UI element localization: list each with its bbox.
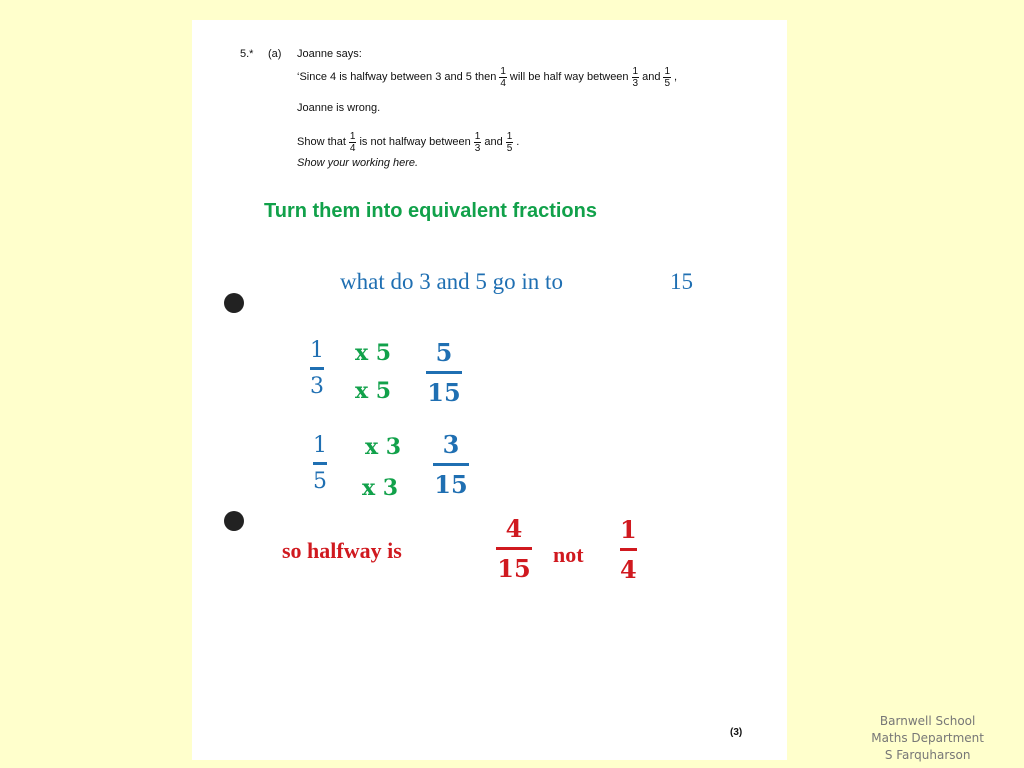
multiplier-top: x 5 (355, 340, 392, 366)
common-denominator: 15 (670, 269, 693, 294)
fraction-four-fifteenths (496, 514, 532, 583)
fraction-five-fifteenths (426, 338, 462, 407)
numerator: 5 (435, 338, 453, 367)
bullet-point (224, 293, 244, 313)
task-text-end: . (516, 136, 520, 148)
task-text-and: and (484, 136, 503, 148)
numerator: 1 (620, 515, 637, 544)
task-text-a: Show that (297, 136, 346, 148)
bullet-point (224, 511, 244, 531)
quote-text-a: ‘Since 4 is halfway between 3 and 5 then (297, 71, 497, 83)
task-text-b: is not halfway between (359, 136, 471, 148)
denominator: 15 (434, 470, 468, 499)
question-quote (297, 62, 677, 92)
worksheet-page (192, 20, 787, 760)
conclusion-text: so halfway is (282, 538, 402, 563)
footer-author: S Farquharson (884, 748, 971, 762)
multiplier-bottom: x 3 (362, 475, 399, 501)
fraction-one-quarter: 1 4 (349, 130, 356, 154)
footer-credit (871, 713, 984, 764)
quote-text-b: will be half way between (509, 71, 629, 83)
numerator: 4 (505, 514, 523, 543)
fraction-one-third: 1 3 (632, 65, 639, 89)
fraction-bar (310, 367, 324, 370)
not-text: not (553, 542, 584, 567)
denominator: 15 (427, 378, 461, 407)
quote-text-end: , (674, 71, 678, 83)
denominator: 4 (620, 555, 637, 584)
quote-text-and: and (642, 71, 661, 83)
fraction-one-quarter: 1 4 (500, 65, 506, 89)
fraction-one-fifth: 1 5 (506, 130, 513, 154)
denominator: 15 (497, 554, 531, 583)
question-part: (a) (268, 48, 282, 60)
denominator: 3 (310, 374, 324, 399)
fraction-bar (620, 548, 637, 551)
fraction-one-quarter-answer (620, 515, 637, 584)
working-instruction: Show your working here. (297, 157, 419, 169)
fraction-bar (496, 547, 532, 550)
fraction-bar (433, 463, 469, 466)
question-task (297, 127, 519, 157)
marks-label: (3) (730, 727, 743, 738)
fraction-one-third: 1 3 (474, 130, 481, 154)
prompt-common-multiple: what do 3 and 5 go in to (340, 269, 563, 294)
question-intro: Joanne says: (297, 48, 362, 60)
fraction-bar (426, 371, 462, 374)
numerator: 3 (442, 430, 460, 459)
statement-wrong: Joanne is wrong. (297, 102, 381, 114)
footer-school: Barnwell School (879, 714, 976, 728)
multiplier-top: x 3 (365, 434, 402, 460)
heading-equivalent-fractions: Turn them into equivalent fractions (264, 200, 597, 222)
numerator: 1 (310, 338, 324, 363)
fraction-three-fifteenths (433, 430, 469, 499)
question-number: 5.* (240, 48, 254, 60)
fraction-one-fifth-working (313, 433, 327, 494)
multiplier-bottom: x 5 (355, 378, 392, 404)
denominator: 5 (313, 469, 327, 494)
fraction-bar (313, 462, 327, 465)
footer-department: Maths Department (871, 731, 984, 745)
numerator: 1 (313, 433, 327, 458)
fraction-one-third-working (310, 338, 324, 399)
fraction-one-fifth: 1 5 (664, 65, 671, 89)
